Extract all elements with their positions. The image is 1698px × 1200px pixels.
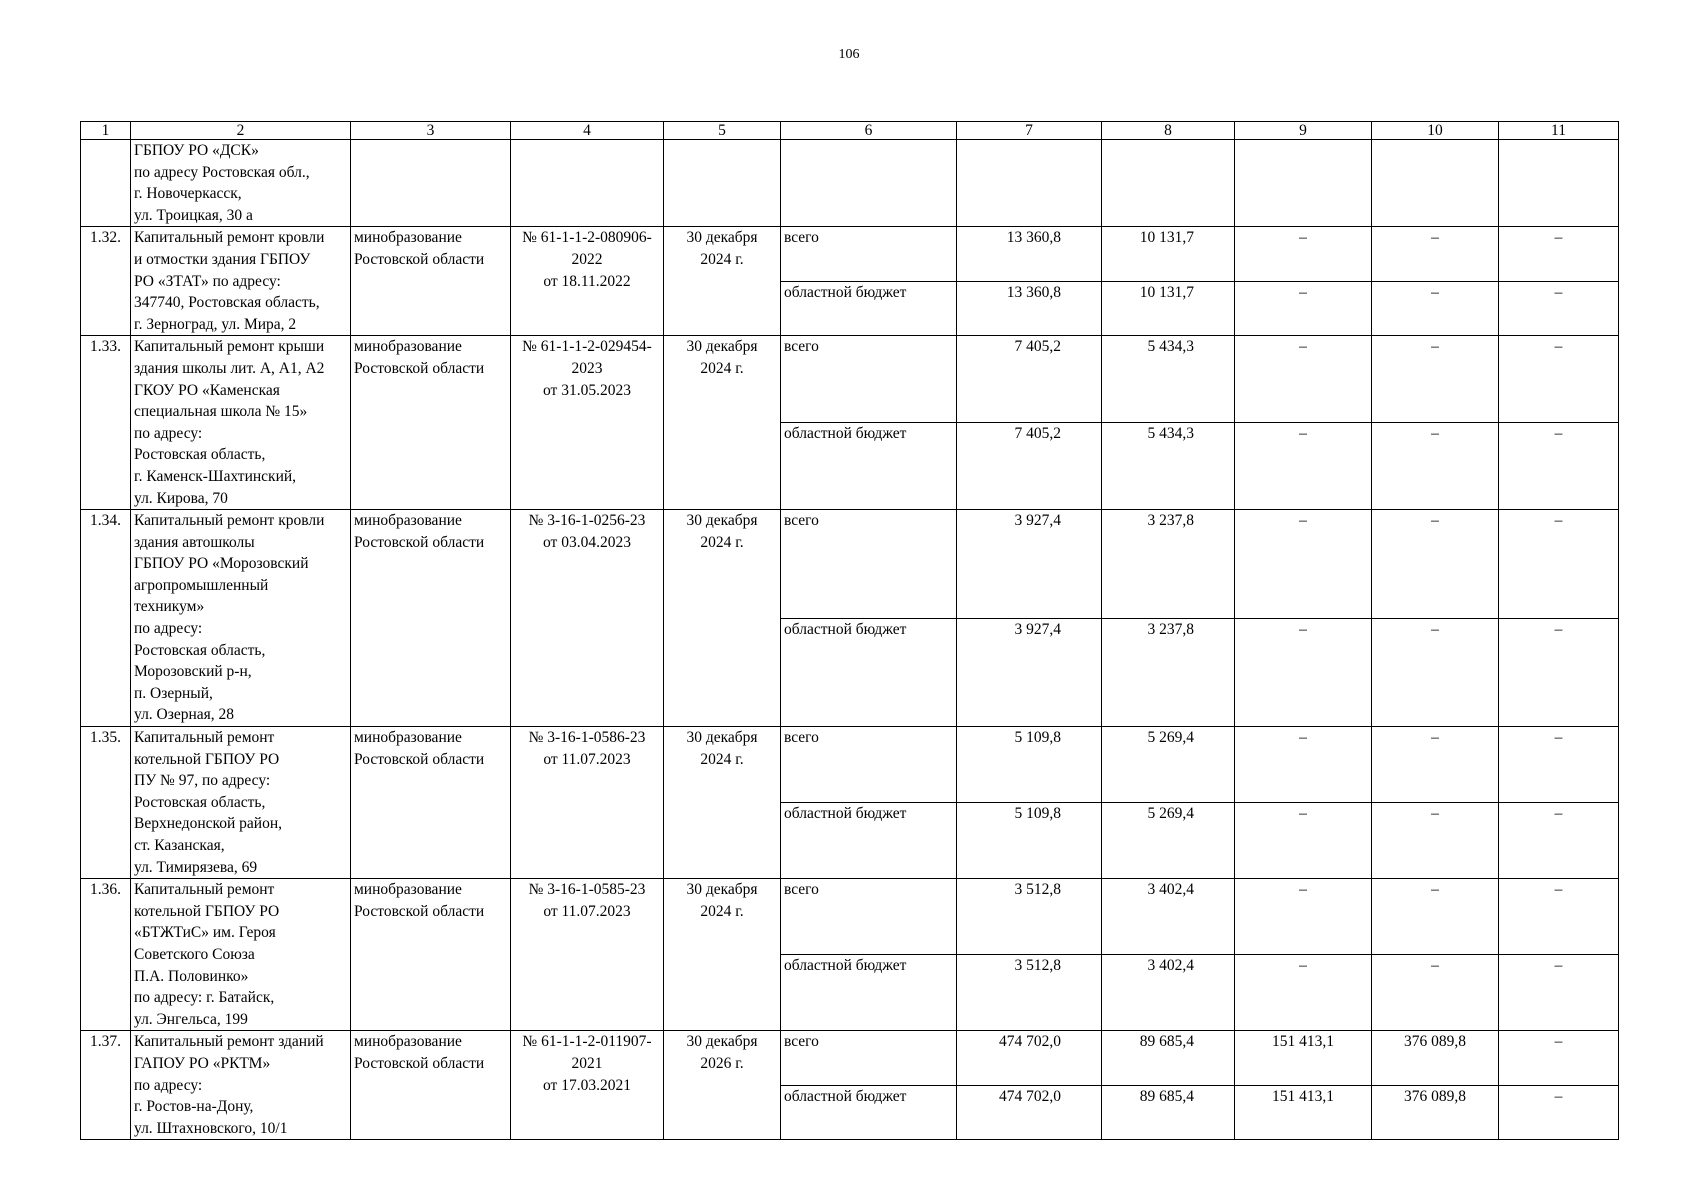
object-name-cell: Капитальный ремонт кровли здания автошколы ГБПОУ РО «Морозовский агропромышленный техникум» по адресу: Ростовская область, Морозовский р-н, п. Озерный, ул. Озерная, 28 [131, 510, 351, 727]
deadline-cell: 30 декабря 2026 г. [664, 1031, 781, 1140]
column-header: 9 [1235, 122, 1372, 140]
column-header: 11 [1499, 122, 1619, 140]
column-header: 10 [1372, 122, 1499, 140]
document-cell: № 61-1-1-2-011907- 2021 от 17.03.2021 [511, 1031, 664, 1140]
amount-cell-8: 89 685,4 [1102, 1085, 1235, 1139]
deadline-cell: 30 декабря 2024 г. [664, 510, 781, 727]
amount-cell-9: – [1235, 510, 1372, 618]
continuation-row [81, 140, 1619, 227]
funding-source-cell: областной бюджет [781, 618, 957, 726]
amount-cell-7: 7 405,2 [957, 336, 1102, 423]
amount-cell-8: 5 434,3 [1102, 336, 1235, 423]
column-header: 7 [957, 122, 1102, 140]
page-number: 106 [838, 47, 860, 62]
table-row [81, 227, 1619, 281]
amount-cell-7: 3 512,8 [957, 879, 1102, 955]
amount-cell-11: – [1499, 1085, 1619, 1139]
amount-cell-9: – [1235, 955, 1372, 1031]
amount-cell-9: 151 413,1 [1235, 1085, 1372, 1139]
funding-source-cell: всего [781, 727, 957, 803]
row-number-cell: 1.33. [81, 336, 131, 510]
amount-cell-10: – [1372, 955, 1499, 1031]
table-row [81, 510, 1619, 618]
object-name-cell: Капитальный ремонт крыши здания школы лит. А, А1, А2 ГКОУ РО «Каменская специальная школа № 15» по адресу: Ростовская область, г. Каменск-Шахтинский, ул. Кирова, 70 [131, 336, 351, 510]
amount-cell-10: – [1372, 423, 1499, 510]
funding-source-cell: областной бюджет [781, 955, 957, 1031]
amount-cell-9: – [1235, 227, 1372, 281]
funding-source-cell: всего [781, 510, 957, 618]
document-cell: № 61-1-1-2-080906- 2022 от 18.11.2022 [511, 227, 664, 336]
table-row [81, 1031, 1619, 1085]
amount-cell-10: – [1372, 227, 1499, 281]
amount-cell-9: 151 413,1 [1235, 1031, 1372, 1085]
amount-cell-7: 7 405,2 [957, 423, 1102, 510]
amount-cell-8: 3 237,8 [1102, 618, 1235, 726]
amount-cell-11: – [1499, 336, 1619, 423]
amount-cell-10: – [1372, 281, 1499, 335]
amount-cell-8: 3 237,8 [1102, 510, 1235, 618]
amount-cell-9: – [1235, 281, 1372, 335]
amount-cell-7: 3 512,8 [957, 955, 1102, 1031]
row-number-cell: 1.35. [81, 727, 131, 879]
funding-source-cell: областной бюджет [781, 281, 957, 335]
amount-cell-11: – [1499, 727, 1619, 803]
object-name-cell: Капитальный ремонт котельной ГБПОУ РО «БТЖТиС» им. Героя Советского Союза П.А. Половинко» по адресу: г. Батайск, ул. Энгельса, 199 [131, 879, 351, 1031]
funding-source-cell: всего [781, 1031, 957, 1085]
column-header: 1 [81, 122, 131, 140]
deadline-cell: 30 декабря 2024 г. [664, 727, 781, 879]
customer-cell: минобразование Ростовской области [351, 227, 511, 336]
deadline-cell: 30 декабря 2024 г. [664, 879, 781, 1031]
amount-cell-9: – [1235, 423, 1372, 510]
amount-cell-8: 10 131,7 [1102, 281, 1235, 335]
table-row [81, 727, 1619, 803]
amount-cell-10: – [1372, 618, 1499, 726]
amount-cell-7: 474 702,0 [957, 1031, 1102, 1085]
amount-cell-9: – [1235, 336, 1372, 423]
column-header: 3 [351, 122, 511, 140]
column-number-row [81, 122, 1619, 140]
funding-source-cell: всего [781, 336, 957, 423]
column-header: 8 [1102, 122, 1235, 140]
document-cell: № 3-16-1-0586-23 от 11.07.2023 [511, 727, 664, 879]
amount-cell-7: 13 360,8 [957, 227, 1102, 281]
row-number-cell [81, 140, 131, 227]
amount-cell-10: – [1372, 336, 1499, 423]
amount-cell-10: – [1372, 727, 1499, 803]
amount-cell-11: – [1499, 803, 1619, 879]
amount-cell-8: 89 685,4 [1102, 1031, 1235, 1085]
amount-cell-10: – [1372, 510, 1499, 618]
amount-cell-11: – [1499, 1031, 1619, 1085]
table-row [81, 336, 1619, 423]
column-header: 6 [781, 122, 957, 140]
customer-cell: минобразование Ростовской области [351, 510, 511, 727]
object-name-cell: Капитальный ремонт кровли и отмостки здания ГБПОУ РО «ЗТАТ» по адресу: 347740, Ростовская область, г. Зерноград, ул. Мира, 2 [131, 227, 351, 336]
amount-cell-8: 5 269,4 [1102, 803, 1235, 879]
document-cell: № 3-16-1-0585-23 от 11.07.2023 [511, 879, 664, 1031]
column-header: 4 [511, 122, 664, 140]
amount-cell-10: – [1372, 803, 1499, 879]
amount-cell-8: 3 402,4 [1102, 955, 1235, 1031]
funding-source-cell: всего [781, 879, 957, 955]
budget-table [80, 121, 1619, 1140]
document-cell: № 3-16-1-0256-23 от 03.04.2023 [511, 510, 664, 727]
amount-cell-9: – [1235, 727, 1372, 803]
object-name-cell: Капитальный ремонт зданий ГАПОУ РО «РКТМ» по адресу: г. Ростов-на-Дону, ул. Штахновского, 10/1 [131, 1031, 351, 1140]
amount-cell-7: 474 702,0 [957, 1085, 1102, 1139]
row-number-cell: 1.34. [81, 510, 131, 727]
table-row [81, 879, 1619, 955]
deadline-cell: 30 декабря 2024 г. [664, 227, 781, 336]
funding-source-cell: областной бюджет [781, 803, 957, 879]
amount-cell-9: – [1235, 803, 1372, 879]
column-header: 2 [131, 122, 351, 140]
amount-cell-11: – [1499, 423, 1619, 510]
amount-cell-11: – [1499, 618, 1619, 726]
customer-cell: минобразование Ростовской области [351, 336, 511, 510]
amount-cell-8: 5 269,4 [1102, 727, 1235, 803]
amount-cell-8: 5 434,3 [1102, 423, 1235, 510]
amount-cell-8: 3 402,4 [1102, 879, 1235, 955]
amount-cell-11: – [1499, 510, 1619, 618]
row-number-cell: 1.32. [81, 227, 131, 336]
amount-cell-10: 376 089,8 [1372, 1085, 1499, 1139]
amount-cell-7: 5 109,8 [957, 803, 1102, 879]
document-cell: № 61-1-1-2-029454- 2023 от 31.05.2023 [511, 336, 664, 510]
object-name-cell: ГБПОУ РО «ДСК» по адресу Ростовская обл., г. Новочеркасск, ул. Троицкая, 30 а [131, 140, 351, 227]
amount-cell-10: 376 089,8 [1372, 1031, 1499, 1085]
row-number-cell: 1.36. [81, 879, 131, 1031]
customer-cell: минобразование Ростовской области [351, 879, 511, 1031]
amount-cell-11: – [1499, 955, 1619, 1031]
amount-cell-11: – [1499, 227, 1619, 281]
amount-cell-9: – [1235, 618, 1372, 726]
deadline-cell: 30 декабря 2024 г. [664, 336, 781, 510]
amount-cell-7: 3 927,4 [957, 618, 1102, 726]
amount-cell-10: – [1372, 879, 1499, 955]
amount-cell-11: – [1499, 281, 1619, 335]
customer-cell: минобразование Ростовской области [351, 727, 511, 879]
amount-cell-8: 10 131,7 [1102, 227, 1235, 281]
amount-cell-7: 13 360,8 [957, 281, 1102, 335]
funding-source-cell: областной бюджет [781, 1085, 957, 1139]
amount-cell-7: 5 109,8 [957, 727, 1102, 803]
row-number-cell: 1.37. [81, 1031, 131, 1140]
amount-cell-11: – [1499, 879, 1619, 955]
funding-source-cell: областной бюджет [781, 423, 957, 510]
funding-source-cell: всего [781, 227, 957, 281]
amount-cell-7: 3 927,4 [957, 510, 1102, 618]
amount-cell-9: – [1235, 879, 1372, 955]
column-header: 5 [664, 122, 781, 140]
customer-cell: минобразование Ростовской области [351, 1031, 511, 1140]
object-name-cell: Капитальный ремонт котельной ГБПОУ РО ПУ № 97, по адресу: Ростовская область, Верхнедонской район, ст. Казанская, ул. Тимирязева, 69 [131, 727, 351, 879]
